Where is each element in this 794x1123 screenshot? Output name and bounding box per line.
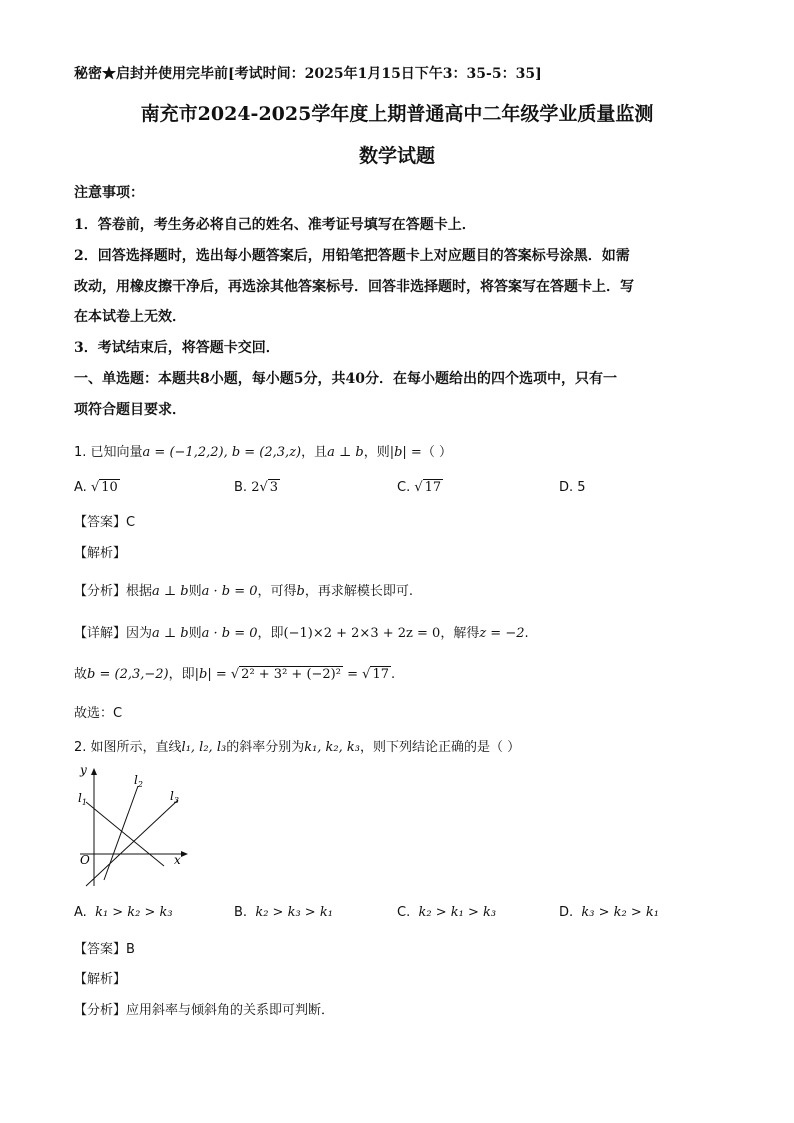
q1-option-d: D. 5: [559, 480, 586, 495]
q1-option-b: B. 2√ 3: [234, 480, 279, 495]
notice-item-1: 1．答卷前，考生务必将自己的姓名、准考证号填写在答题卡上．: [74, 217, 476, 233]
q1-conclusion: 故b = (2,3,−2)，即|b| = √ 2² + 3² + (−2)² = √ 17 .: [74, 667, 396, 682]
q2-answer: 【答案】B: [74, 942, 135, 957]
q2-option-d: D. k₃ > k₂ > k₁: [559, 905, 660, 920]
l1-label: $l_1$: [78, 791, 87, 807]
q1-mid: ，且: [301, 445, 328, 460]
secret-note: 秘密★启封并使用完毕前[考试时间：2025年1月15日下午3：35-5：35]: [74, 66, 542, 82]
notice-heading: 注意事项：: [74, 185, 144, 201]
q1-tail: ，则: [363, 445, 390, 460]
q2-stem: 2. 如图所示，直线l₁, l₂, l₃的斜率分别为k₁, k₂, k₃，则下列结论正确的是（ ）: [74, 740, 521, 755]
page-title: 南充市2024-2025学年度上期普通高中二年级学业质量监测: [140, 103, 654, 125]
q2-option-c: C. k₂ > k₁ > k₃: [397, 905, 497, 920]
q1-answer: 【答案】C: [74, 515, 136, 530]
page-subtitle: 数学试题: [358, 145, 435, 167]
q1-ask: |b| =: [389, 445, 422, 460]
notice-item-2-line3: 在本试卷上无效．: [74, 309, 186, 325]
q2-line-figure: [74, 766, 194, 890]
q1-option-c: C. √ 17: [397, 480, 442, 495]
notice-item-2-line2: 改动，用橡皮擦干净后，再选涂其他答案标号．回答非选择题时，将答案写在答题卡上．写: [74, 279, 634, 295]
origin-label: O: [80, 853, 90, 867]
y-label: y: [80, 766, 87, 777]
q1-fenxi: 【分析】根据a ⊥ b则a · b = 0，可得b，再求解模长即可.: [74, 584, 413, 599]
q1-paren: （ ）: [421, 445, 452, 460]
q1-stem: [74, 443, 452, 463]
q1-analysis-tag: 【解析】: [74, 546, 127, 561]
line-l2: [104, 786, 138, 880]
q1-condition: a ⊥ b: [327, 445, 364, 460]
line-l1: [86, 802, 164, 866]
q2-fenxi: 【分析】应用斜率与倾斜角的关系即可判断．: [74, 1003, 335, 1018]
l2-label: $l_2$: [134, 773, 143, 789]
l3-label: $l_3$: [170, 789, 179, 805]
q2-option-b: B. k₂ > k₃ > k₁: [234, 905, 333, 920]
q2-analysis-tag: 【解析】: [74, 972, 127, 987]
notice-item-3: 3．考试结束后，将答题卡交回．: [74, 340, 280, 356]
notice-item-2-line1: 2．回答选择题时，选出每小题答案后，用铅笔把答题卡上对应题目的答案标号涂黑．如需: [74, 248, 630, 264]
q1-option-a: A. √ 10: [74, 480, 118, 495]
q2-option-a: A. k₁ > k₂ > k₃: [74, 905, 173, 920]
q1-xiangjie: 【详解】因为a ⊥ b则a · b = 0，即(−1)×2 + 2×3 + 2z = 0，解得z = −2.: [74, 626, 529, 641]
section-heading-line2: 项符合题目要求．: [74, 402, 186, 418]
q1-choose: 故选：C: [74, 706, 123, 721]
section-heading-line1: 一、单选题：本题共8小题，每小题5分，共40分．在每小题给出的四个选项中，只有一: [74, 371, 617, 387]
q1-vectors: a = (−1,2,2), b = (2,3,z): [142, 445, 302, 460]
q1-prefix: 1. 已知向量: [74, 445, 143, 460]
x-axis-arrow: [181, 851, 188, 857]
y-axis-arrow: [91, 768, 97, 775]
x-label: x: [174, 853, 181, 867]
